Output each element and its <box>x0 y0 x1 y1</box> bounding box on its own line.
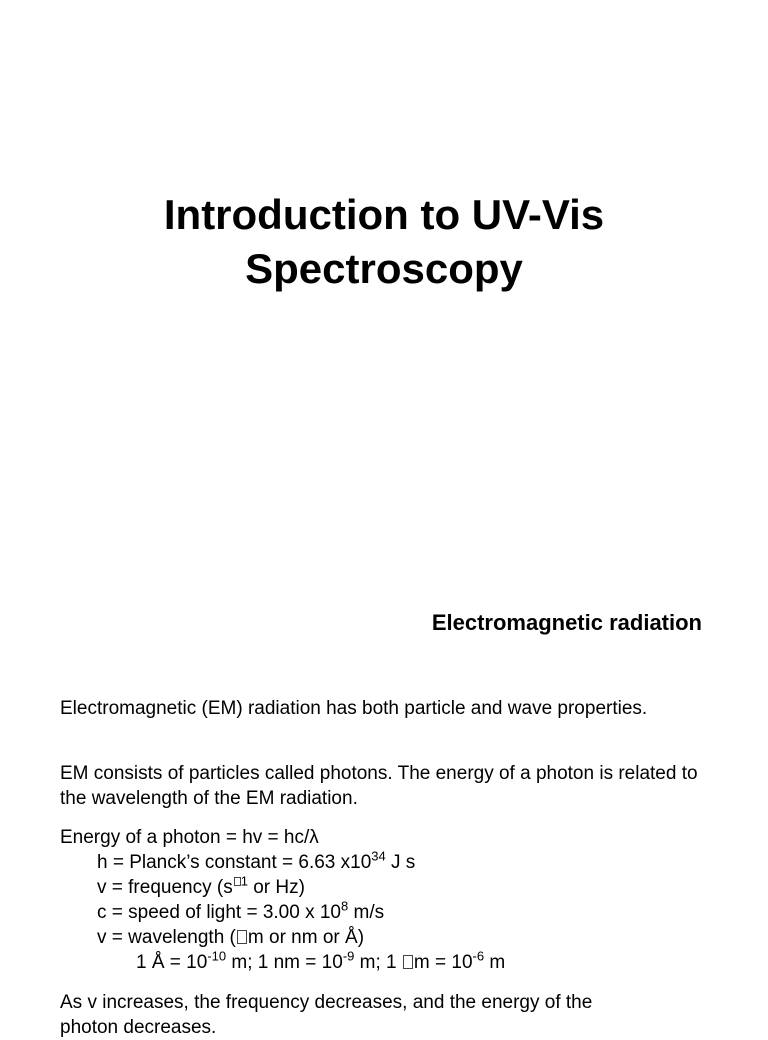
wavelength-pre: v = wavelength ( <box>97 927 236 948</box>
speed-text: c = speed of light = 3.00 x 10 <box>97 902 342 923</box>
frequency-post: or Hz) <box>247 877 305 898</box>
conversion-b: m; 1 nm = 10 <box>226 952 343 973</box>
title-line-1: Introduction to UV-Vis <box>163 191 605 238</box>
speed-exponent: 8 <box>341 898 349 914</box>
planck-constant-line <box>60 850 700 875</box>
planck-text: h = Planck’s constant = 6.63 x10 <box>97 852 372 873</box>
section-heading: Electromagnetic radiation <box>431 610 702 635</box>
paragraph-particle-wave: Electromagnetic (EM) radiation has both particle and wave properties. <box>60 698 648 719</box>
wavelength-line <box>60 925 700 950</box>
frequency-pre: v = frequency (s <box>97 877 233 898</box>
conversion-c: m; 1 <box>354 952 402 973</box>
speed-of-light-line <box>60 900 700 925</box>
closing-line-1: As v increases, the frequency decreases, and the energy of the <box>60 992 593 1013</box>
speed-unit: m/s <box>348 902 385 923</box>
unit-conversion-line <box>60 950 700 975</box>
frequency-line <box>60 875 700 900</box>
energy-equation-block <box>60 825 700 975</box>
energy-formula: Energy of a photon = hv = hc/λ <box>60 827 319 848</box>
conversion-b-exponent: -9 <box>342 948 355 964</box>
planck-unit: J s <box>385 852 416 873</box>
conversion-a: 1 Å = 10 <box>136 952 208 973</box>
conversion-d: m = 10 <box>413 952 473 973</box>
conversion-e: m <box>484 952 506 973</box>
paragraph-photons: EM consists of particles called photons. The energy of a photon is related to the wavelength of the EM radiation. <box>60 763 698 809</box>
missing-glyph-icon <box>234 877 241 886</box>
page-title <box>0 188 768 296</box>
conversion-d-exponent: -6 <box>472 948 485 964</box>
planck-exponent: 34 <box>371 848 386 864</box>
title-line-2: Spectroscopy <box>245 245 523 292</box>
missing-glyph-icon <box>403 955 413 969</box>
missing-glyph-icon <box>237 930 247 944</box>
wavelength-post: m or nm or Å) <box>247 927 365 948</box>
conversion-a-exponent: -10 <box>207 948 227 964</box>
paragraph-closing <box>60 990 700 1040</box>
frequency-exponent: 1 <box>240 873 248 889</box>
closing-line-2: photon decreases. <box>60 1017 217 1038</box>
